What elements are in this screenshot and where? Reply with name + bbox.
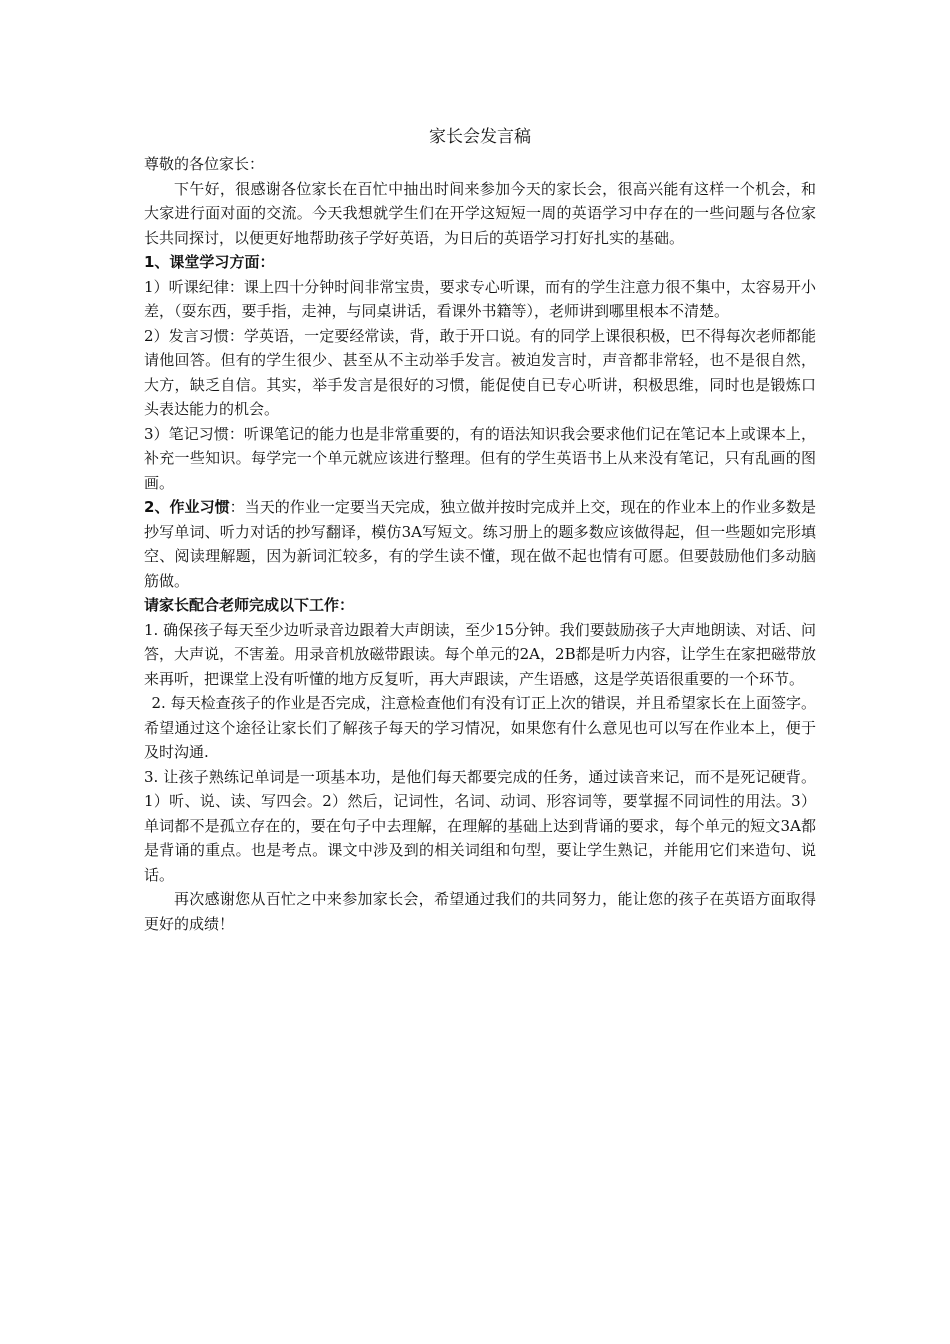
parent-task-vocabulary: 3. 让孩子熟练记单词是一项基本功，是他们每天都要完成的任务，通过读音来记，而不是死记硬背。1）听、说、读、写四会。2）然后，记词性，名词、动词、形容词等，要掌握不同词性的用法。3）单词都不是孤立存在的，要在句子中去理解，在理解的基础上达到背诵的要求，每个单元的短文3A都是背诵的重点。也是考点。课文中涉及到的相关词组和句型，要让学生熟记，并能用它们来造句、说话。	[144, 767, 816, 884]
homework-body: ：当天的作业一定要当天完成，独立做并按时完成并上交，现在的作业本上的作业多数是抄写单词、听力对话的抄写翻译，模仿3A写短文。练习册上的题多数应该做得起，但一些题如完形填空、阅读理解题，因为新词汇较多，有的学生读不懂，现在做不起也情有可愿。但要鼓励他们多动脑筋做。	[144, 498, 816, 590]
section-heading-homework: 2、作业习惯	[144, 498, 230, 516]
parent-task-homework-check: 2. 每天检查孩子的作业是否完成，注意检查他们有没有订正上次的错误，并且希望家长在上面签字。希望通过这个途径让家长们了解孩子每天的学习情况，如果您有什么意见也可以写在作业本上，便于及时沟通.	[144, 694, 816, 761]
section-heading-parents: 请家长配合老师完成以下工作：	[144, 596, 355, 614]
salutation: 尊敬的各位家长：	[144, 155, 265, 173]
classroom-item-notes: 3）笔记习惯：听课笔记的能力也是非常重要的，有的语法知识我会要求他们记在笔记本上或课本上，补充一些知识。每学完一个单元就应该进行整理。但有的学生英语书上从来没有笔记，只有乱画的图画。	[144, 424, 816, 492]
homework-paragraph	[144, 495, 816, 593]
intro-paragraph: 下午好，很感谢各位家长在百忙中抽出时间来参加今天的家长会，很高兴能有这样一个机会，和大家进行面对面的交流。今天我想就学生们在开学这短短一周的英语学习中存在的一些问题与各位家长共同探讨，以便更好地帮助孩子学好英语，为日后的英语学习打好扎实的基础。	[144, 179, 816, 247]
closing-paragraph: 再次感谢您从百忙之中来参加家长会，希望通过我们的共同努力，能让您的孩子在英语方面取得更好的成绩！	[144, 890, 816, 933]
classroom-item-listening: 1）听课纪律：课上四十分钟时间非常宝贵，要求专心听课，而有的学生注意力很不集中，太容易开小差，（耍东西，要手指，走神，与同桌讲话，看课外书籍等），老师讲到哪里根本不清楚。	[144, 277, 816, 320]
document-page	[144, 122, 816, 936]
classroom-item-speaking: 2）发言习惯：学英语，一定要经常读，背，敢于开口说。有的同学上课很积极，巴不得每次老师都能请他回答。但有的学生很少、甚至从不主动举手发言。被迫发言时，声音都非常轻，也不是很自然，大方，缺乏自信。其实，举手发言是很好的习惯，能促使自已专心听讲，积极思维，同时也是锻炼口头表达能力的机会。	[144, 326, 816, 418]
section-heading-classroom: 1、课堂学习方面：	[144, 253, 275, 271]
parent-task-reading: 1. 确保孩子每天至少边听录音边跟着大声朗读，至少15分钟。我们要鼓励孩子大声地朗读、对话、问答，大声说，不害羞。用录音机放磁带跟读。每个单元的2A，2B都是听力内容，让学生在家把磁带放来再听，把课堂上没有听懂的地方反复听，再大声跟读，产生语感，这是学英语很重要的一个环节。	[144, 620, 816, 688]
document-title: 家长会发言稿	[429, 127, 531, 147]
